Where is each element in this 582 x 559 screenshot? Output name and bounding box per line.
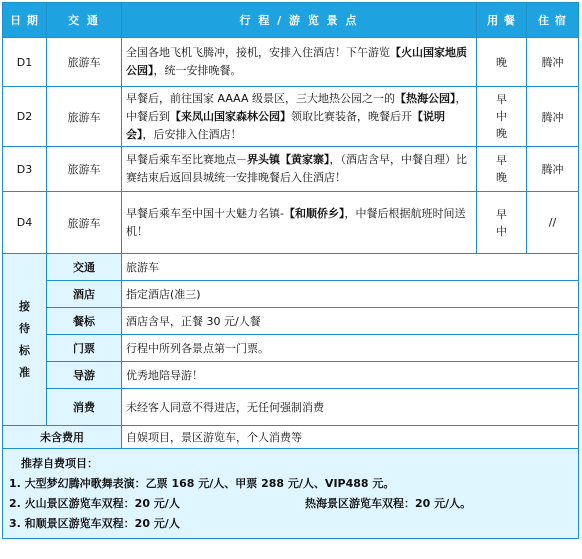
standard-label: 导游 xyxy=(47,362,122,389)
header-lodging: 住 宿 xyxy=(527,3,579,38)
vehicle-cell: 旅游车 xyxy=(47,147,122,192)
recommended-item: 热海景区游览车双程：20 元/人。 xyxy=(305,496,472,510)
meal-cell xyxy=(477,38,527,87)
standard-row xyxy=(3,281,579,308)
attraction-name: 【黄家寨】 xyxy=(280,153,330,166)
meal-item: 晚 xyxy=(496,171,507,184)
day-cell: D4 xyxy=(3,192,47,254)
day-row-d3 xyxy=(3,147,579,192)
standard-row xyxy=(3,308,579,335)
not-included-value: 自娱项目，景区游览车，个人消费等 xyxy=(122,426,579,449)
meal-item: 中 xyxy=(496,224,507,238)
header-day: 日 期 xyxy=(3,3,47,38)
meal-item: 早 xyxy=(496,93,507,106)
meal-item: 晚 xyxy=(496,127,507,140)
itinerary-sheet xyxy=(2,2,578,539)
desc-text: ，统一安排晚餐。 xyxy=(153,64,242,77)
meal-cell xyxy=(477,192,527,254)
recommended-item: 2. 火山景区游览车双程：20 元/人 xyxy=(9,496,180,510)
vehicle-cell: 旅游车 xyxy=(47,38,122,87)
desc-text: 早餐后，前往国家 AAAA 级景区，三大地热公园之一的 xyxy=(126,91,396,105)
lodging-cell: 腾冲 xyxy=(527,147,579,192)
lodging-cell: 腾冲 xyxy=(527,87,579,147)
standard-row xyxy=(3,389,579,426)
header-vehicle: 交 通 xyxy=(47,3,122,38)
event-name: 【说明会】 xyxy=(126,109,445,141)
standard-label: 酒店 xyxy=(47,281,122,308)
itinerary-cell xyxy=(122,192,477,254)
standards-label xyxy=(3,254,47,426)
desc-text: ，中餐后根据航班时间送机！ xyxy=(126,206,466,238)
day-cell: D2 xyxy=(3,87,47,147)
standard-label: 餐标 xyxy=(47,308,122,335)
desc-text: ，后安排入住酒店！ xyxy=(142,127,242,141)
recommended-title: 推荐自费项目： xyxy=(21,456,98,470)
meal-item: 早 xyxy=(496,207,507,221)
itinerary-cell xyxy=(122,147,477,192)
itinerary-cell xyxy=(122,87,477,147)
standard-value: 未经客人同意不得进店，无任何强制消费 xyxy=(122,389,579,426)
desc-text: 全国各地飞机飞腾冲，接机，安排入住酒店！下午游览 xyxy=(126,46,390,59)
standard-value: 优秀地陪导游！ xyxy=(122,362,579,389)
standard-value: 酒店含早，正餐 30 元/人餐 xyxy=(122,308,579,335)
header-meals: 用 餐 xyxy=(477,3,527,38)
desc-text: ，中餐后到 xyxy=(126,91,467,123)
lodging-cell: 腾冲 xyxy=(527,38,579,87)
attraction-name: 【热海公园】 xyxy=(395,91,456,105)
day-row-d2 xyxy=(3,87,579,147)
day-cell: D1 xyxy=(3,38,47,87)
header-row xyxy=(3,3,579,38)
recommended-item: 3. 和顺景区游览车双程：20 元/人 xyxy=(9,516,180,530)
town-name: 界头镇 xyxy=(247,153,280,166)
attraction-name: 【和顺侨乡】 xyxy=(283,206,345,220)
attraction-name: 【火山国家地质公园】 xyxy=(126,46,467,77)
attraction-name: 【来凤山国家森林公园】 xyxy=(170,109,291,123)
standard-value: 旅游车 xyxy=(122,254,579,281)
meal-item: 早 xyxy=(496,154,507,167)
lodging-cell: // xyxy=(527,192,579,254)
standard-value: 指定酒店(准三) xyxy=(122,281,579,308)
standard-row xyxy=(3,254,579,281)
meal-item: 晚 xyxy=(496,55,507,69)
not-included-label: 未含费用 xyxy=(3,426,122,449)
desc-text: 早餐后乘车至比赛地点－ xyxy=(126,153,247,166)
not-included-row xyxy=(3,426,579,449)
standards-label-char: 准 xyxy=(19,365,30,379)
standard-row xyxy=(3,335,579,362)
itinerary-table xyxy=(2,2,579,539)
day-cell: D3 xyxy=(3,147,47,192)
recommended-block xyxy=(3,449,579,539)
vehicle-cell: 旅游车 xyxy=(47,87,122,147)
vehicle-cell: 旅游车 xyxy=(47,192,122,254)
itinerary-cell xyxy=(122,38,477,87)
recommended-row xyxy=(3,449,579,539)
standard-row xyxy=(3,362,579,389)
recommended-item: 1. 大型梦幻腾冲歌舞表演：乙票 168 元/人、甲票 288 元/人、VIP488 元。 xyxy=(9,476,395,490)
standard-label: 交通 xyxy=(47,254,122,281)
standards-label-char: 接 xyxy=(19,299,30,313)
desc-text: 早餐后乘车至中国十大魅力名镇- xyxy=(126,206,284,220)
desc-text: 领取比赛装备，晚餐后开 xyxy=(291,109,412,123)
standards-label-char: 标 xyxy=(19,343,30,357)
standard-value: 行程中所列各景点第一门票。 xyxy=(122,335,579,362)
standard-label: 门票 xyxy=(47,335,122,362)
header-itinerary: 行 程 / 游 览 景 点 xyxy=(122,3,477,38)
recommended-item-pair xyxy=(9,494,572,514)
standard-label: 消费 xyxy=(47,389,122,426)
desc-text: ，（酒店含早，中餐自理）比赛结束后返回县城统一安排晚餐后入住酒店！ xyxy=(126,153,467,184)
day-row-d4 xyxy=(3,192,579,254)
meal-cell xyxy=(477,87,527,147)
meal-item: 中 xyxy=(496,110,507,123)
standards-label-char: 待 xyxy=(19,321,30,335)
meal-cell xyxy=(477,147,527,192)
day-row-d1 xyxy=(3,38,579,87)
